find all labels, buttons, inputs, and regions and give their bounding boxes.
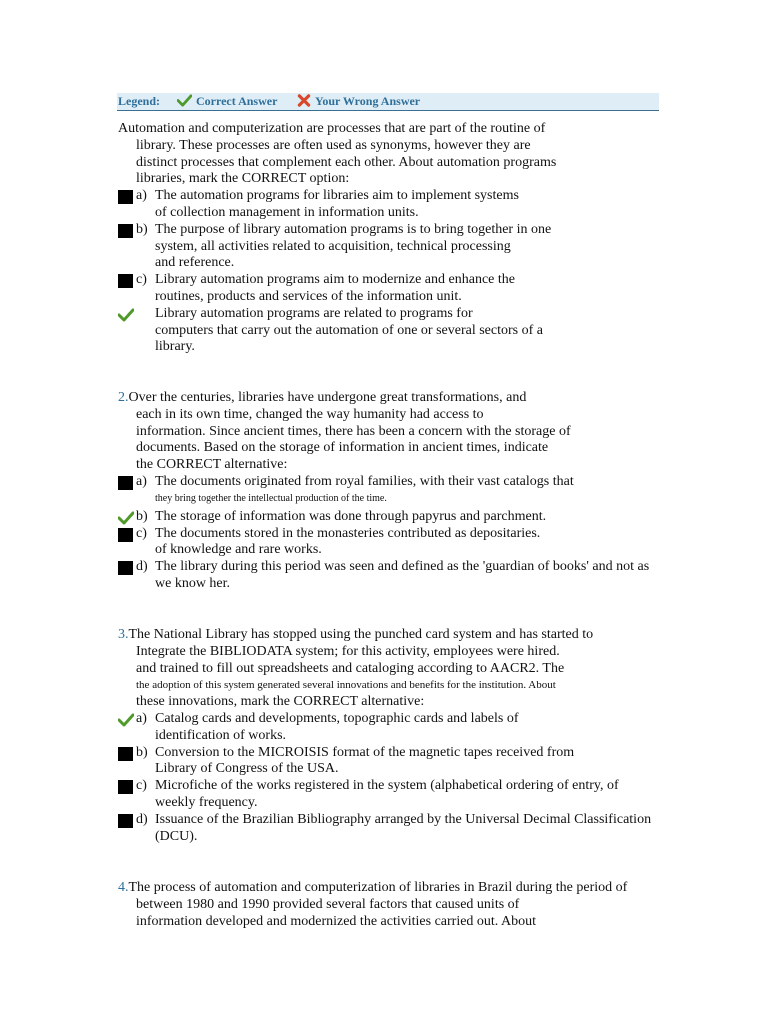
- answer-option-c[interactable]: c) Microfiche of the works registered in the system (alphabetical ordering of entry, of weekly frequency.: [118, 778, 678, 812]
- unselected-box-icon: [118, 780, 133, 794]
- answer-option-d[interactable]: Library automation programs are related to programs for computers that carry out the automation of one or several sectors of a library.: [118, 306, 678, 356]
- question-number: 3.: [118, 627, 129, 642]
- answer-option-a[interactable]: a) Catalog cards and developments, topographic cards and labels of identification of works.: [118, 711, 678, 745]
- unselected-box-icon: [118, 747, 133, 761]
- question-stem: Automation and computerization are processes that are part of the routine of library. These processes are often used as synonyms, however they are distinct processes that complement each other. About automation programs libraries, mark the CORRECT option:: [118, 121, 557, 187]
- check-icon: [118, 307, 134, 323]
- legend-correct-label: Correct Answer: [196, 94, 278, 108]
- unselected-box-icon: [118, 274, 133, 288]
- answer-option-b[interactable]: b) The purpose of library automation programs is to bring together in one system, all activities related to acquisition, technical processing and reference.: [118, 222, 678, 272]
- question-number: 2.: [118, 390, 129, 405]
- answer-option-b[interactable]: b) The storage of information was done through papyrus and parchment.: [118, 509, 678, 526]
- check-icon: [177, 94, 192, 107]
- question-stem: 2.Over the centuries, libraries have undergone great transformations, and each in its own time, changed the way humanity had access to information. Since ancient times, there has been a concern with the storage of documents. Based on the storage of information in ancient times, indicate the CORRECT alternative:: [118, 390, 571, 473]
- check-icon: [118, 712, 134, 728]
- unselected-box-icon: [118, 476, 133, 490]
- unselected-box-icon: [118, 224, 133, 238]
- answer-option-b[interactable]: b) Conversion to the MICROISIS format of the magnetic tapes received from Library of Congress of the USA.: [118, 745, 678, 779]
- question-2: [118, 390, 678, 593]
- legend-wrong-label: Your Wrong Answer: [315, 94, 421, 108]
- question-stem: 3.The National Library has stopped using the punched card system and has started to Integrate the BIBLIODATA system; for this activity, employees were hired. and trained to fill out spreadsheets and cataloging according to AACR2. The the adoption of this system generated several innovations and benefits for the institution. About these innovations, mark the CORRECT alternative:: [118, 627, 594, 710]
- answer-option-c[interactable]: c) Library automation programs aim to modernize and enhance the routines, products and services of the information unit.: [118, 272, 678, 306]
- answer-option-a[interactable]: a) The automation programs for libraries aim to implement systems of collection management in information units.: [118, 188, 678, 222]
- answer-option-a[interactable]: a) The documents originated from royal families, with their vast catalogs that they bring together the intellectual production of the time.: [118, 474, 678, 506]
- answer-option-c[interactable]: c) The documents stored in the monasteries contributed as depositaries. of knowledge and rare works.: [118, 526, 678, 560]
- cross-icon: [297, 94, 311, 107]
- check-icon: [118, 510, 134, 526]
- question-1: [118, 121, 678, 356]
- question-3: [118, 627, 678, 845]
- question-4: [118, 880, 678, 930]
- answer-option-d[interactable]: d) The library during this period was seen and defined as the 'guardian of books' and not as we know her.: [118, 559, 678, 593]
- unselected-box-icon: [118, 190, 133, 204]
- unselected-box-icon: [118, 814, 133, 828]
- question-number: 4.: [118, 880, 129, 895]
- answer-option-d[interactable]: d) Issuance of the Brazilian Bibliography arranged by the Universal Decimal Classification (DCU).: [118, 812, 678, 846]
- question-stem: 4.The process of automation and computerization of libraries in Brazil during the period of between 1980 and 1990 provided several factors that caused units of information developed and modernized the activities carried out. About: [118, 880, 628, 929]
- unselected-box-icon: [118, 561, 133, 575]
- legend-label: Legend:: [118, 94, 160, 108]
- unselected-box-icon: [118, 528, 133, 542]
- legend-bar: [117, 93, 659, 111]
